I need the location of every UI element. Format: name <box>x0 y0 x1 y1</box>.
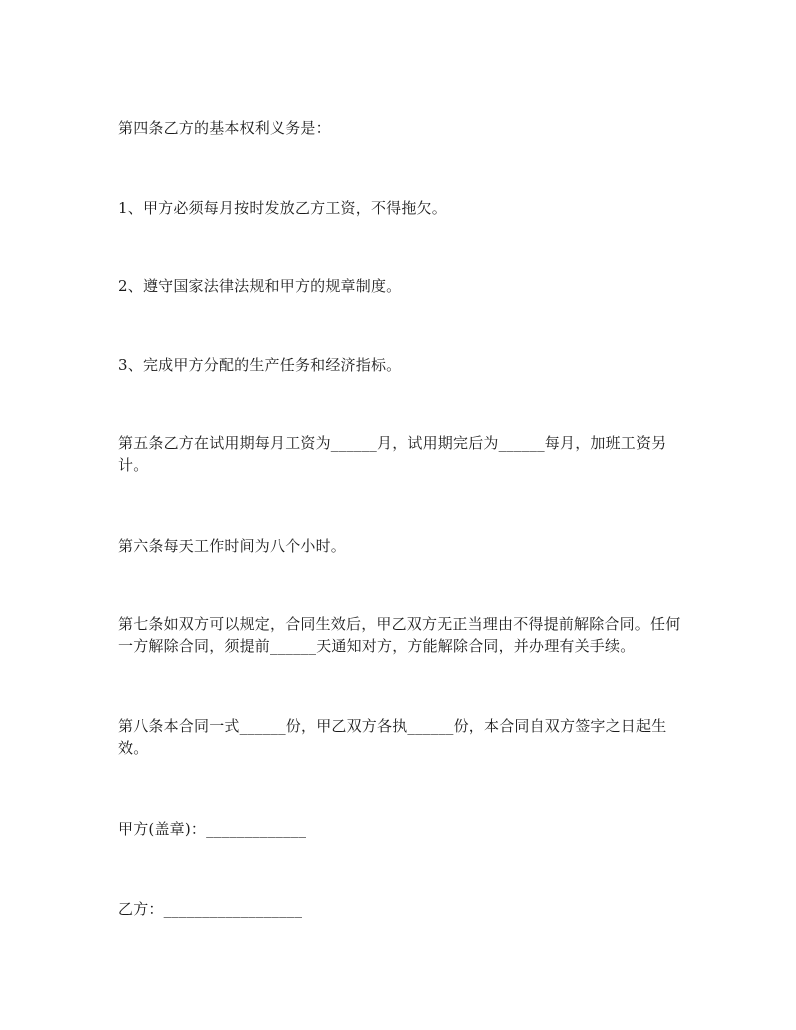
article-4-heading: 第四条乙方的基本权利义务是： <box>118 119 331 137</box>
article-7-paragraph: 第七条如双方可以规定，合同生效后，甲乙双方无正当理由不得提前解除合同。任何一方解除合同，须提前______天通知对方，方能解除合同，并办理有关手续。 <box>118 615 681 655</box>
article-6-paragraph: 第六条每天工作时间为八个小时。 <box>118 537 347 555</box>
article-4-item-2: 2、遵守国家法律法规和甲方的规章制度。 <box>118 277 402 295</box>
article-8-paragraph: 第八条本合同一式______份，甲乙双方各执______份，本合同自双方签字之日起生效。 <box>118 717 667 757</box>
article-4-item-3: 3、完成甲方分配的生产任务和经济指标。 <box>118 356 402 374</box>
party-b-signature-line: 乙方：__________________ <box>118 900 303 918</box>
article-4-item-1: 1、甲方必须每月按时发放乙方工资，不得拖欠。 <box>118 199 447 217</box>
party-a-signature-line: 甲方(盖章)：_____________ <box>118 820 307 838</box>
article-5-paragraph: 第五条乙方在试用期每月工资为______月，试用期完后为______每月，加班工资另计。 <box>118 434 667 474</box>
